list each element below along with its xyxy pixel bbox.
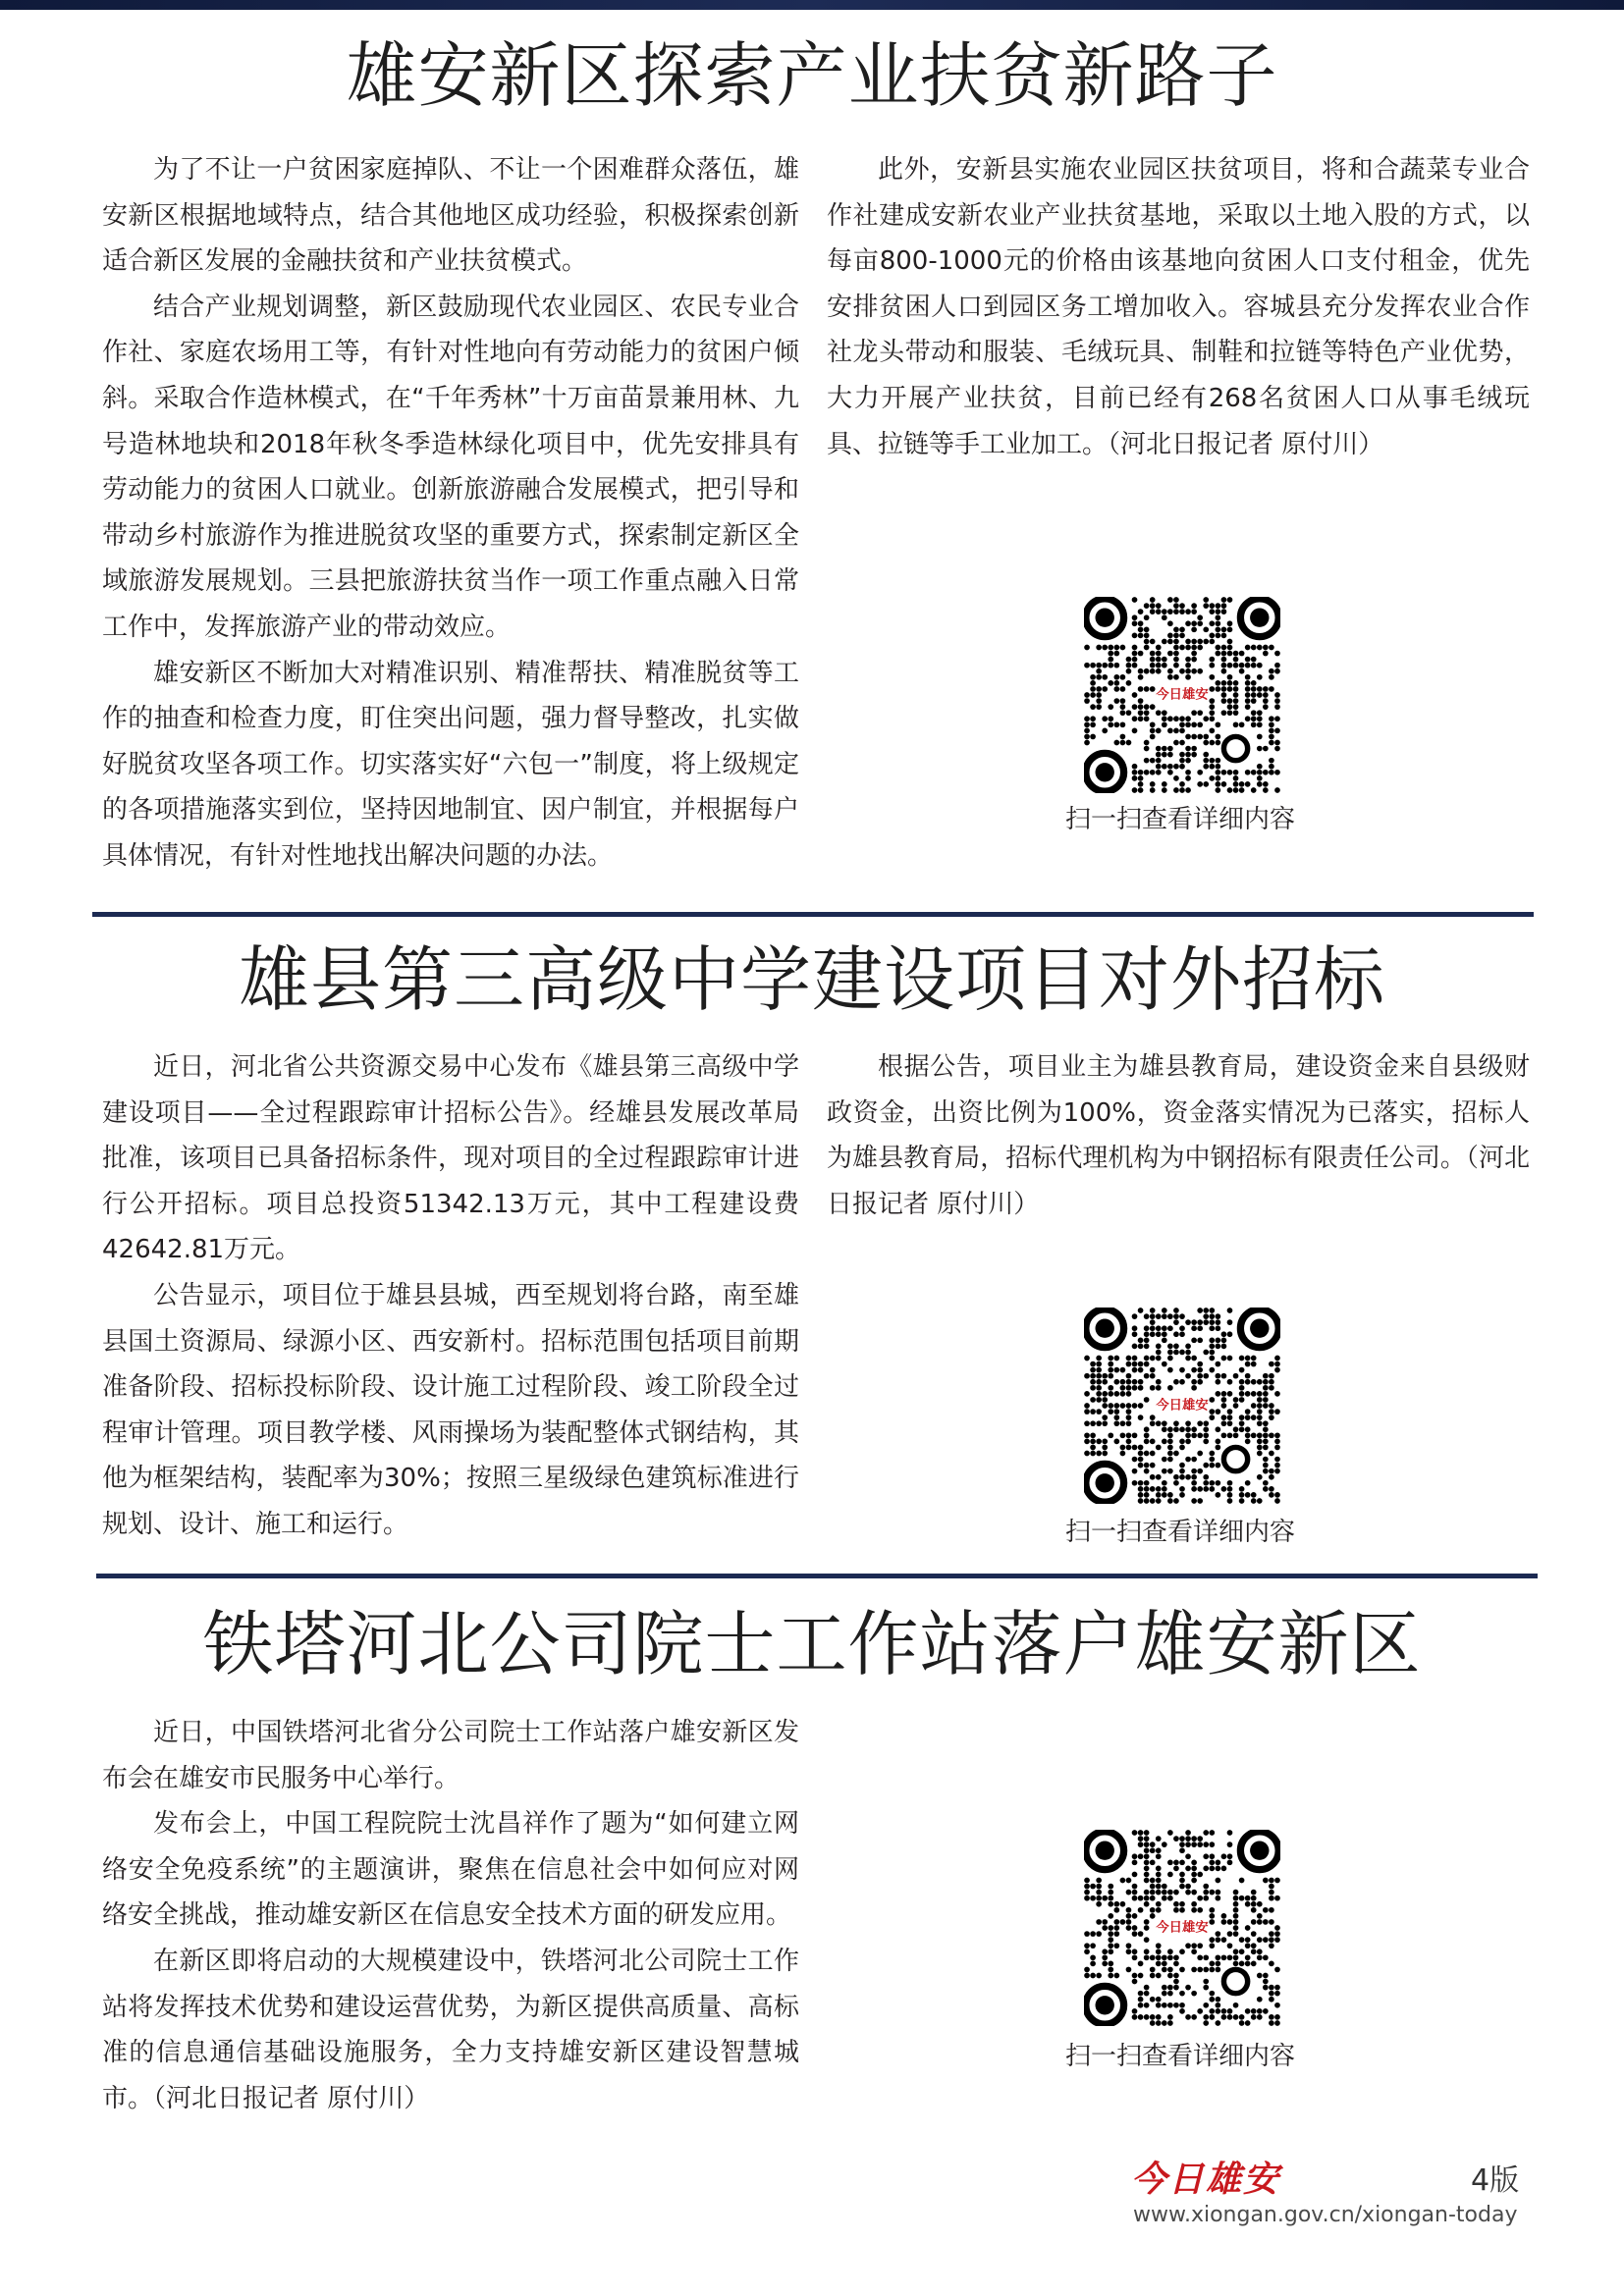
qr-center-label: 今日雄安 xyxy=(1156,686,1209,703)
article-2-right-column xyxy=(827,1044,1530,1227)
article-3-title: 铁塔河北公司院士工作站落户雄安新区 xyxy=(202,1603,1422,1685)
section-divider-1 xyxy=(92,912,1534,917)
article-2-paragraph-1: 近日，河北省公共资源交易中心发布《雄县第三高级中学建设项目——全过程跟踪审计招标公告》。经雄县发展改革局批准，该项目已具备招标条件，现对项目的全过程跟踪审计进行公开招标。项目总投资51342.13万元，其中工程建设费42642.81万元。 xyxy=(102,1052,799,1265)
article-1-left-column xyxy=(102,147,799,880)
qr-center-label: 今日雄安 xyxy=(1156,1397,1209,1414)
article-3-qr-caption: 扫一扫查看详细内容 xyxy=(1064,2042,1295,2071)
article-2-left-column xyxy=(102,1044,799,1548)
article-1-qr-caption: 扫一扫查看详细内容 xyxy=(1064,805,1295,834)
brand-logo: 今日雄安 xyxy=(1131,2159,1281,2200)
article-1-right-column xyxy=(827,147,1530,467)
article-1-paragraph-1: 为了不让一户贫困家庭掉队、不让一个困难群众落伍，雄安新区根据地域特点，结合其他地区成功经验，积极探索创新适合新区发展的金融扶贫和产业扶贫模式。 xyxy=(102,155,799,277)
article-3-paragraph-3: 在新区即将启动的大规模建设中，铁塔河北公司院士工作站将发挥技术优势和建设运营优势，为新区提供高质量、高标准的信息通信基础设施服务，全力支持雄安新区建设智慧城市。（河北日报记者 原付川） xyxy=(102,1946,799,2113)
site-url[interactable]: www.xiongan.gov.cn/xiongan-today xyxy=(1133,2203,1518,2227)
article-2-paragraph-3: 根据公告，项目业主为雄县教育局，建设资金来自县级财政资金，出资比例为100%，资金落实情况为已落实，招标人为雄县教育局，招标代理机构为中钢招标有限责任公司。（河北日报记者 原付川） xyxy=(827,1052,1530,1219)
article-3-left-column xyxy=(102,1710,799,2121)
article-2-qr-code[interactable] xyxy=(1084,1308,1280,1504)
article-3-paragraph-1: 近日，中国铁塔河北省分公司院士工作站落户雄安新区发布会在雄安市民服务中心举行。 xyxy=(102,1718,799,1793)
article-2-title: 雄县第三高级中学建设项目对外招标 xyxy=(238,938,1385,1021)
qr-center-label: 今日雄安 xyxy=(1156,1919,1209,1936)
article-1-paragraph-3: 雄安新区不断加大对精准识别、精准帮扶、精准脱贫等工作的抽查和检查力度，盯住突出问题，强力督导整改，扎实做好脱贫攻坚各项工作。切实落实好“六包一”制度，将上级规定的各项措施落实到位，坚持因地制宜、因户制宜，并根据每户具体情况，有针对性地找出解决问题的办法。 xyxy=(102,658,799,871)
top-accent-bar xyxy=(0,0,1624,10)
article-1-title: 雄安新区探索产业扶贫新路子 xyxy=(346,34,1278,117)
section-divider-2 xyxy=(96,1574,1538,1578)
qr-pattern xyxy=(1084,597,1280,793)
article-1-qr-code[interactable] xyxy=(1084,597,1280,793)
article-1-paragraph-2: 结合产业规划调整，新区鼓励现代农业园区、农民专业合作社、家庭农场用工等，有针对性地向有劳动能力的贫困户倾斜。采取合作造林模式，在“千年秀林”十万亩苗景兼用林、九号造林地块和2018年秋冬季造林绿化项目中，优先安排具有劳动能力的贫困人口就业。创新旅游融合发展模式，把引导和带动乡村旅游作为推进脱贫攻坚的重要方式，探索制定新区全域旅游发展规划。三县把旅游扶贫当作一项工作重点融入日常工作中，发挥旅游产业的带动效应。 xyxy=(102,292,799,642)
article-2-qr-caption: 扫一扫查看详细内容 xyxy=(1064,1518,1295,1547)
article-3-paragraph-2: 发布会上，中国工程院院士沈昌祥作了题为“如何建立网络安全免疫系统”的主题演讲，聚焦在信息社会中如何应对网络安全挑战，推动雄安新区在信息安全技术方面的研发应用。 xyxy=(102,1809,799,1931)
page-number: 4版 xyxy=(1471,2163,1520,2198)
article-3-qr-code[interactable] xyxy=(1084,1830,1280,2026)
qr-pattern xyxy=(1084,1830,1280,2026)
article-2-paragraph-2: 公告显示，项目位于雄县县城，西至规划将台路，南至雄县国土资源局、绿源小区、西安新村。招标范围包括项目前期准备阶段、招标投标阶段、设计施工过程阶段、竣工阶段全过程审计管理。项目教学楼、风雨操场为装配整体式钢结构，其他为框架结构，装配率为30%；按照三星级绿色建筑标准进行规划、设计、施工和运行。 xyxy=(102,1280,799,1539)
article-1-paragraph-4: 此外，安新县实施农业园区扶贫项目，将和合蔬菜专业合作社建成安新农业产业扶贫基地，采取以土地入股的方式，以每亩800-1000元的价格由该基地向贫困人口支付租金，优先安排贫困人口到园区务工增加收入。容城县充分发挥农业合作社龙头带动和服装、毛绒玩具、制鞋和拉链等特色产业优势，大力开展产业扶贫，目前已经有268名贫困人口从事毛绒玩具、拉链等手工业加工。（河北日报记者 原付川） xyxy=(827,155,1530,459)
qr-pattern xyxy=(1084,1308,1280,1504)
